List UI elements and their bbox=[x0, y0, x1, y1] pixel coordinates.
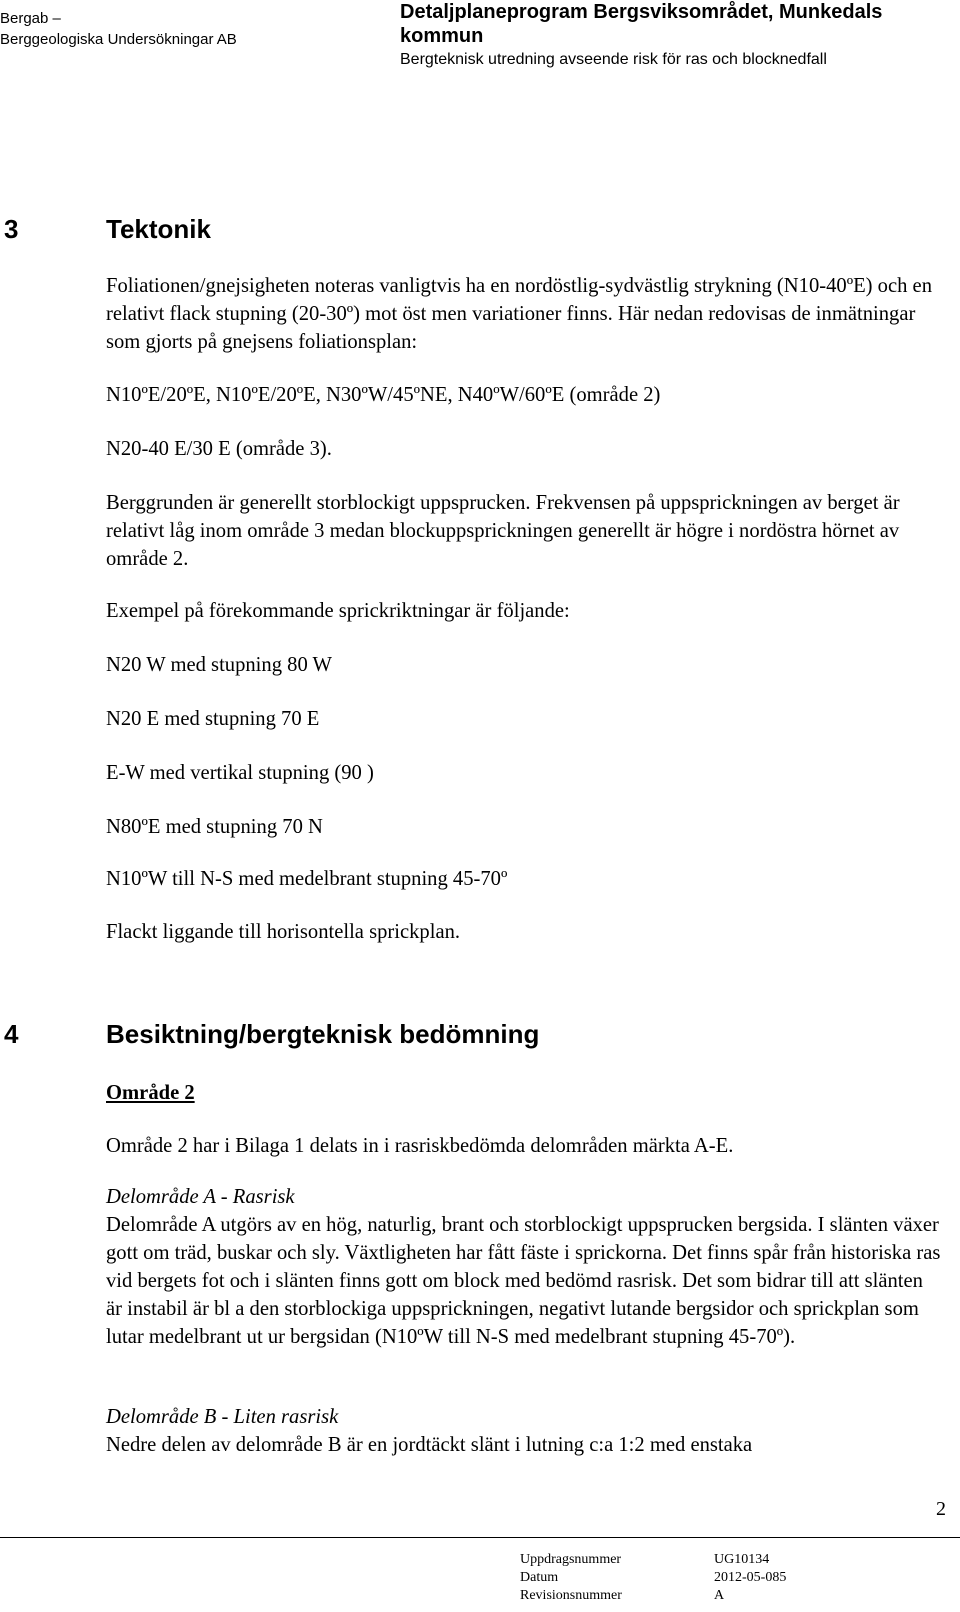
subarea-b-text: Nedre delen av delområde B är en jordtäckt slänt i lutning c:a 1:2 med enstaka bbox=[106, 1434, 753, 1456]
footer-label: Revisionsnummer bbox=[520, 1588, 622, 1603]
footer-value: A bbox=[714, 1588, 725, 1603]
subarea-b-heading: Delområde B - Liten rasrisk bbox=[106, 1406, 339, 1428]
page-number: 2 bbox=[936, 1498, 946, 1520]
footer-label: Uppdragsnummer bbox=[520, 1552, 622, 1567]
area-intro: Område 2 har i Bilaga 1 delats in i rasriskbedömda delområden märkta A-E. bbox=[106, 1135, 734, 1157]
company-line-1: Bergab – bbox=[0, 10, 61, 27]
footer-value: 2012-05-085 bbox=[714, 1570, 787, 1585]
section-3-paragraph-1: Foliationen/gnejsigheten noteras vanligtvis ha en nordöstlig-sydvästlig strykning (N10-40ºE) och en relativt flack stupning (20-30º) mot öst men variationer finns. Här nedan redovisas de inmätningar som gjorts på gnejsens foliationsplan: bbox=[106, 275, 932, 353]
example-item: N10ºW till N-S med medelbrant stupning 45-70º bbox=[106, 868, 508, 890]
footer-divider bbox=[0, 1537, 960, 1538]
document-title: Detaljplaneprogram Bergsviksområdet, Munkedals kommun bbox=[400, 1, 883, 47]
subarea-a-text: Delområde A utgörs av en hög, naturlig, brant och storblockigt uppsprucken bergsida. I slänten växer gott om träd, buskar och sly. Växtligheten har fått fäste i sprickorna. Det finns spår från historiska ras vid bergets fot och i slänten finns gott om block med bedömd rasrisk. Det som bidrar till att slänten är instabil är bl a den storblockiga uppsprickningen, negativt lutande bergsidor och sprickplan som lutar medelbrant ut ur bergsidan (N10ºW till N-S med medelbrant stupning 45-70º). bbox=[106, 1214, 941, 1348]
footer-value: UG10134 bbox=[714, 1552, 770, 1567]
company-line-2: Berggeologiska Undersökningar AB bbox=[0, 31, 237, 48]
example-item: N20 W med stupning 80 W bbox=[106, 654, 332, 676]
example-item: N80ºE med stupning 70 N bbox=[106, 816, 323, 838]
section-title: Tektonik bbox=[106, 214, 211, 244]
example-item: E-W med vertikal stupning (90 ) bbox=[106, 762, 374, 784]
subarea-a-heading: Delområde A - Rasrisk bbox=[106, 1186, 295, 1208]
example-item: N20 E med stupning 70 E bbox=[106, 708, 320, 730]
section-number: 3 bbox=[4, 214, 19, 244]
header-title-block bbox=[400, 0, 960, 71]
examples-intro: Exempel på förekommande sprickriktningar är följande: bbox=[106, 600, 570, 622]
area-heading: Område 2 bbox=[106, 1082, 195, 1104]
document-subtitle: Bergteknisk utredning avseende risk för ras och blocknedfall bbox=[400, 51, 827, 68]
section-number: 4 bbox=[4, 1019, 19, 1049]
section-title: Besiktning/bergteknisk bedömning bbox=[106, 1019, 540, 1049]
measurement-area-2: N10ºE/20ºE, N10ºE/20ºE, N30ºW/45ºNE, N40ºW/60ºE (område 2) bbox=[106, 384, 661, 406]
measurement-area-3: N20-40 E/30 E (område 3). bbox=[106, 438, 332, 460]
section-3-paragraph-2: Berggrunden är generellt storblockigt uppsprucken. Frekvensen på uppsprickningen av berget är relativt låg inom område 3 medan blockuppsprickningen generellt är högre i nordöstra hörnet av område 2. bbox=[106, 492, 900, 570]
footer-label: Datum bbox=[520, 1570, 559, 1585]
header-company bbox=[0, 8, 237, 50]
example-item: Flackt liggande till horisontella sprickplan. bbox=[106, 921, 461, 943]
